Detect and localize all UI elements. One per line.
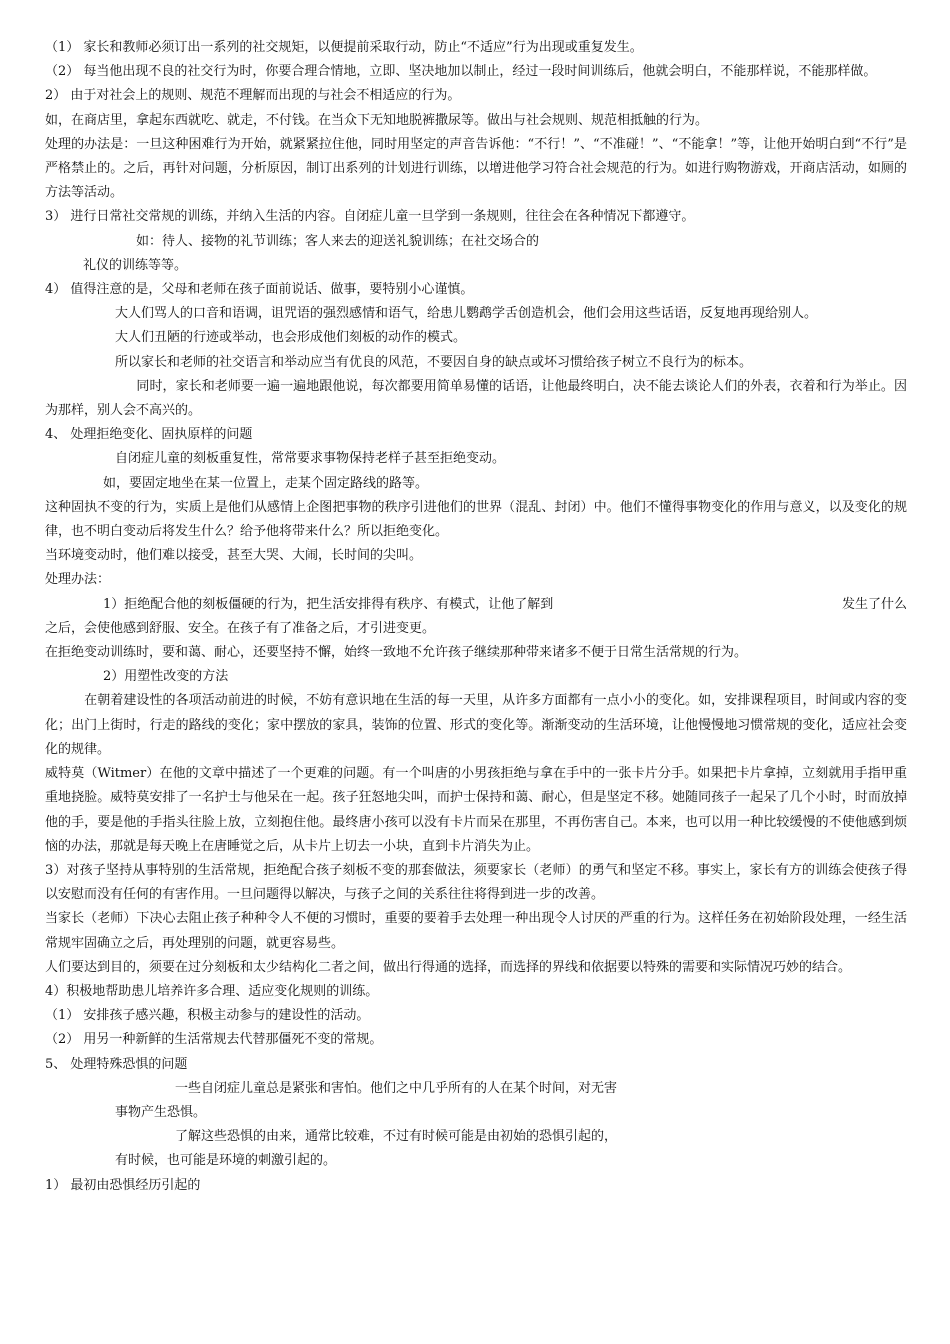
paragraph: 礼仪的训练等等。 [83,257,188,273]
paragraph: 所以家长和老师的社交语言和举动应当有优良的风范，不要因自身的缺点或坏习惯给孩子树立不良行为的标本。 [115,354,753,370]
split-line [45,593,907,617]
paragraph: 一些自闭症儿童总是紧张和害怕。他们之中几乎所有的人在某个时间，对无害 [175,1080,618,1096]
paragraph: （1） 安排孩子感兴趣，积极主动参与的建设性的活动。 [45,1008,370,1024]
split-line-left: 1）拒绝配合他的刻板僵硬的行为，把生活安排得有秩序、有模式，让他了解到 [103,596,554,612]
paragraph: 1） 最初由恐惧经历引起的 [45,1177,201,1193]
paragraph: 4）积极地帮助患儿培养许多合理、适应变化规则的训练。 [45,983,379,999]
paragraph: 了解这些恐惧的由来，通常比较难，不过有时候可能是由初始的恐惧引起的， [175,1129,618,1145]
paragraph: 当环境变动时，他们难以接受，甚至大哭、大闹，长时间的尖叫。 [45,548,423,564]
paragraph: （2） 每当他出现不良的社交行为时，你要合理合情地，立即、坚决地加以制止，经过一段时间训练后，他就会明白，不能那样说，不能那样做。 [45,64,877,80]
paragraph-group-2 [45,617,907,1198]
paragraph: 有时候，也可能是环境的刺激引起的。 [115,1153,337,1169]
paragraph: 当家长（老师）下决心去阻止孩子种种令人不便的习惯时，重要的要着手去处理一种出现令人讨厌的严重的行为。这样任务在初始阶段处理，一经生活常规牢固确立之后，再处理别的问题，就更容易些。 [45,911,907,951]
paragraph: 4、 处理拒绝变化、固执原样的问题 [45,427,253,443]
paragraph: 如：待人、接物的礼节训练；客人来去的迎送礼貌训练；在社交场合的 [103,233,540,249]
paragraph: 如，在商店里，拿起东西就吃、就走，不付钱。在当众下无知地脱裤撒尿等。做出与社会规则、规范相抵触的行为。 [45,112,709,128]
paragraph: 在拒绝变动训练时，要和蔼、耐心，还要坚持不懈，始终一致地不允许孩子继续那种带来诸多不便于日常生活常规的行为。 [45,645,748,661]
paragraph: 自闭症儿童的刻板重复性，常常要求事物保持老样子甚至拒绝变动。 [115,451,506,467]
paragraph: 如，要固定地坐在某一位置上，走某个固定路线的路等。 [103,475,429,491]
paragraph-group-1 [45,36,907,593]
paragraph: 处理的办法是：一旦这种困难行为开始，就紧紧拉住他，同时用坚定的声音告诉他：“不行！”、“不准碰！”、“不能拿！”等，让他开始明白到“不行”是严格禁止的。之后，再针对问题，分析原因，制订出系列的计划进行训练，以增进他学习符合社会规范的行为。如进行购物游戏，开商店活动，如厕的方法等活动。 [45,136,907,201]
paragraph: 大人们骂人的口音和语调，诅咒语的强烈感情和语气，给患儿鹦鹉学舌创造机会，他们会用这些话语，反复地再现给别人。 [115,306,818,322]
paragraph: 2） 由于对社会上的规则、规范不理解而出现的与社会不相适应的行为。 [45,88,461,104]
paragraph: 这种固执不变的行为，实质上是他们从感情上企图把事物的秩序引进他们的世界（混乱、封闭）中。他们不懂得事物变化的作用与意义，以及变化的规律，也不明白变动后将发生什么？给予他将带来什么？所以拒绝变化。 [45,499,907,540]
paragraph: 事物产生恐惧。 [115,1104,207,1120]
document-body [45,36,907,1198]
paragraph: 5、 处理特殊恐惧的问题 [45,1056,188,1072]
paragraph: 3）对孩子坚持从事特别的生活常规，拒绝配合孩子刻板不变的那套做法，须要家长（老师）的勇气和坚定不移。事实上，家长有方的训练会使孩子得以安慰而没有任何的有害作用。一旦问题得以解决，与孩子之间的关系往往将得到进一步的改善。 [45,862,907,903]
paragraph: （1） 家长和教师必须订出一系列的社交规矩，以便提前采取行动，防止“不适应”行为出现或重复发生。 [45,40,643,55]
paragraph: 威特莫（Witmer）在他的文章中描述了一个更难的问题。有一个叫唐的小男孩拒绝与拿在手中的一张卡片分手。如果把卡片拿掉，立刻就用手指甲重重地挠脸。威特莫安排了一名护士与他呆在一起。孩子狂怒地尖叫，而护士保持和蔼、耐心，但是坚定不移。她随同孩子一起呆了几个小时，时而放掉他的手，要是他的手指头往脸上放，立刻抱住他。最终唐小孩可以没有卡片而呆在那里，不再伤害自己。本来，也可以用一种比较缓慢的不使他感到烦恼的办法，那就是每天晚上在唐睡觉之后，从卡片上切去一小块，直到卡片消失为止。 [45,766,907,854]
paragraph: 同时，家长和老师要一遍一遍地跟他说，每次都要用简单易懂的话语，让他最终明白，决不能去谈论人们的外表，衣着和行为举止。因为那样，别人会不高兴的。 [45,378,907,419]
paragraph: 之后，会使他感到舒服、安全。在孩子有了准备之后，才引进变更。 [45,620,436,636]
paragraph: 处理办法： [45,572,111,588]
paragraph: 大人们丑陋的行迹或举动，也会形成他们刻板的动作的模式。 [115,330,467,346]
paragraph: 3） 进行日常社交常规的训练，并纳入生活的内容。自闭症儿童一旦学到一条规则，往往会在各种情况下都遵守。 [45,209,695,225]
paragraph: 2）用塑性改变的方法 [103,669,229,685]
paragraph: 在朝着建设性的各项活动前进的时候，不妨有意识地在生活的每一天里，从许多方面都有一点小小的变化。如，安排课程项目，时间或内容的变化；出门上街时，行走的路线的变化；家中摆放的家具，装饰的位置、形式的变化等。渐渐变动的生活环境，让他慢慢地习惯常规的变化，适应社会变化的规律。 [45,693,907,757]
paragraph: 4） 值得注意的是，父母和老师在孩子面前说话、做事，要特别小心谨慎。 [45,282,474,298]
split-line-right: 发生了什么 [841,596,907,612]
paragraph: 人们要达到目的，须要在过分刻板和太少结构化二者之间，做出行得通的选择，而选择的界线和依据要以特殊的需要和实际情况巧妙的结合。 [45,959,852,975]
paragraph: （2） 用另一种新鲜的生活常规去代替那僵死不变的常规。 [45,1032,383,1048]
